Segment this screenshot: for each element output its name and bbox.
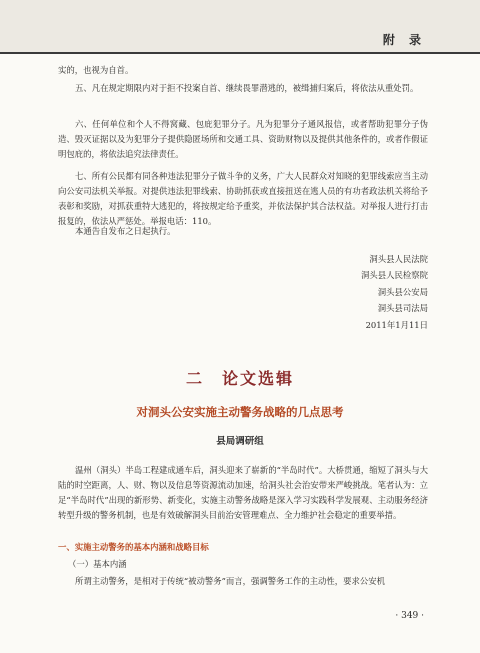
signatory-procuratorate: 洞头县人民检察院 xyxy=(361,270,428,281)
section-heading-1: 一、实施主动警务的基本内涵和战略目标 xyxy=(58,542,209,552)
signatory-block xyxy=(361,251,428,333)
notice-item-5: 五、凡在规定期限内对于拒不投案自首、继续畏罪潜逃的，被缉捕归案后，将依法从重处罚。 xyxy=(75,83,419,93)
article-intro-paragraph: 温州（洞头）半岛工程建成通车后，洞头迎来了崭新的“半岛时代”。大桥贯通，缩短了洞头与大陆的时空距离，人、财、物以及信息等资源流动加速，给洞头社会治安带来严峻挑战。笔者认为：立足“半岛时代”出现的新形势、新变化，实施主动警务战略是深入学习实践科学发展观、主动服务经济转型升级的警务机制，也是有效破解洞头目前治安管理难点、全力维护社会稳定的重要举措。 xyxy=(58,465,428,520)
article-body-paragraph: 所谓主动警务，是相对于传统“被动警务”而言，强调警务工作的主动性，要求公安机 xyxy=(75,576,386,586)
signatory-public-security-bureau: 洞头县公安局 xyxy=(377,286,428,297)
signature-date: 2011年1月11日 xyxy=(365,319,428,330)
signatory-justice-bureau: 洞头县司法局 xyxy=(377,303,428,314)
article-author: 县局调研组 xyxy=(216,436,264,447)
header-rule xyxy=(0,52,480,54)
running-header-title: 附 录 xyxy=(382,33,426,47)
subsection-heading-1: （一）基本内涵 xyxy=(68,559,127,569)
notice-effective-date: 本通告自发布之日起执行。 xyxy=(75,226,176,236)
section-title: 二 论文选辑 xyxy=(185,369,294,388)
notice-paragraph-continued: 实的，也视为自首。 xyxy=(58,65,134,75)
page-number: · 349 · xyxy=(395,611,424,621)
signatory-court: 洞头县人民法院 xyxy=(369,254,428,264)
notice-item-7: 七、所有公民都有同各种违法犯罪分子做斗争的义务，广大人民群众对知晓的犯罪线索应当主动向公安司法机关举报。对提供违法犯罪线索、协助抓获或直接扭送在逃人员的有功者政法机关将给予表彰和奖励，对抓获重特大逃犯的，将按规定给予重奖，并依法保护其合法权益。对举报人进行打击报复的，依法从严惩处。举报电话：110。 xyxy=(58,171,428,226)
notice-item-6: 六、任何单位和个人不得窝藏、包庇犯罪分子。凡为犯罪分子通风报信，或者帮助犯罪分子伪造、毁灭证据以及为犯罪分子提供隐匿场所和交通工具、资助财物以及提供其他条件的，或者作假证明包庇的，将依法追究法律责任。 xyxy=(58,119,428,159)
article-title: 对洞头公安实施主动警务战略的几点思考 xyxy=(136,405,344,419)
